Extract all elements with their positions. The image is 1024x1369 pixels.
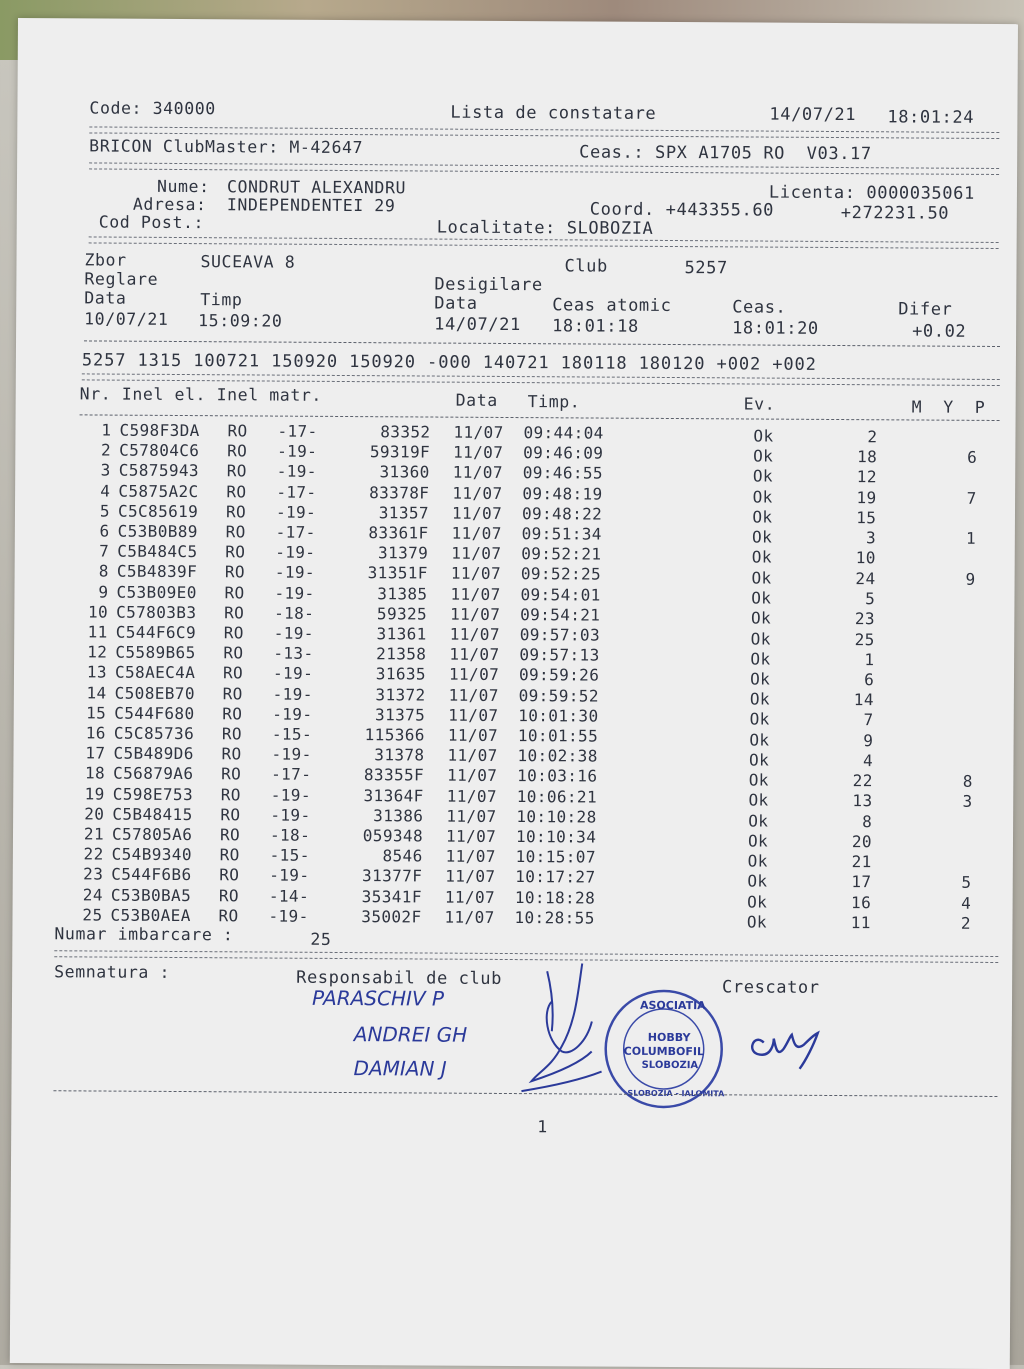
cell-data: 11/07	[445, 867, 496, 887]
cell-p: 6	[967, 448, 978, 468]
zbor-label: Zbor	[84, 250, 127, 270]
cell-yr: -18-	[274, 603, 315, 623]
cell-m: 25	[854, 629, 875, 649]
cell-nr: 16	[85, 723, 106, 743]
club-value: 5257	[684, 258, 728, 279]
signer-1: PARASCHIV P	[311, 985, 445, 1011]
cell-data: 11/07	[444, 887, 496, 907]
cell-data: 11/07	[447, 725, 499, 745]
cell-ev: Ok	[746, 912, 768, 932]
cell-ev: Ok	[747, 892, 768, 912]
cell-matr: 31386	[373, 805, 424, 826]
cell-matr: 21358	[376, 644, 427, 664]
signer-3: DAMIAN J	[353, 1056, 447, 1081]
cell-p: 4	[961, 893, 972, 913]
cell-ro: RO	[218, 906, 239, 926]
desig-data: 14/07/21	[434, 314, 521, 336]
cell-timp: 09:44:04	[523, 423, 604, 443]
signer-2: ANDREI GH	[353, 1022, 468, 1047]
cell-ro: RO	[227, 421, 248, 441]
cell-yr: -17-	[277, 421, 318, 441]
coord: Coord. +443355.60	[589, 199, 775, 221]
cell-m: 24	[855, 568, 876, 588]
localitate: Localitate: SLOBOZIA	[436, 217, 654, 239]
club-label: Club	[564, 256, 608, 277]
cell-yr: -17-	[271, 764, 312, 785]
cell-timp: 10:18:28	[514, 887, 596, 908]
cell-timp: 10:28:55	[514, 907, 595, 928]
separator	[84, 340, 1000, 347]
cell-matr: 31375	[375, 704, 426, 725]
cell-ev: Ok	[750, 649, 771, 669]
responsabil-label: Responsabil de club	[296, 967, 503, 989]
cell-nr: 15	[86, 703, 107, 723]
cell-ro: RO	[221, 744, 242, 764]
numar-value: 25	[310, 929, 332, 949]
cell-data: 11/07	[451, 543, 502, 564]
cell-ev: Ok	[749, 730, 770, 750]
cell-timp: 09:59:52	[518, 685, 599, 706]
cell-yr: -17-	[275, 522, 316, 542]
cell-timp: 09:46:09	[523, 443, 604, 463]
cell-ev: Ok	[749, 709, 770, 730]
cell-yr: -17-	[276, 482, 317, 502]
cell-m: 1	[864, 649, 875, 669]
ceas-atomic-label: Ceas atomic	[552, 295, 672, 316]
cell-ev: Ok	[752, 527, 773, 547]
cell-nr: 24	[82, 885, 103, 905]
cell-ev: Ok	[751, 568, 772, 588]
cell-m: 17	[851, 872, 872, 892]
cell-p: 3	[962, 792, 973, 812]
cell-nr: 12	[87, 642, 108, 662]
ceas-col-label: Ceas.	[732, 297, 787, 318]
cell-ro: RO	[222, 663, 244, 683]
cell-ev: Ok	[752, 487, 773, 507]
cell-data: 11/07	[447, 745, 498, 766]
cell-yr: -18-	[269, 825, 311, 845]
cell-m: 22	[852, 771, 873, 791]
cell-nr: 1	[101, 420, 112, 440]
cell-el: C544F680	[114, 703, 195, 723]
cell-ev: Ok	[753, 446, 774, 466]
cell-data: 11/07	[444, 907, 495, 927]
cell-ro: RO	[224, 582, 245, 602]
cell-m: 5	[865, 589, 876, 609]
col-myp: M Y P	[911, 397, 986, 417]
stamp-line1: HOBBY	[647, 1030, 691, 1045]
difer-value: +0.02	[912, 321, 967, 342]
cell-data: 11/07	[450, 564, 502, 584]
cell-p: 2	[960, 913, 971, 933]
cell-el: C5589B65	[115, 642, 196, 663]
cell-el: C54B9340	[111, 844, 192, 865]
cell-el: C57803B3	[116, 602, 197, 622]
cell-matr: 59325	[376, 604, 428, 624]
cell-el: C544F6C9	[115, 622, 197, 643]
cell-m: 6	[864, 670, 875, 690]
cell-data: 11/07	[449, 644, 500, 665]
cell-timp: 10:17:27	[515, 867, 596, 887]
zbor-value: SUCEAVA 8	[200, 252, 296, 272]
cell-data: 11/07	[448, 705, 499, 725]
reglare-data-label: Data	[84, 288, 127, 308]
cell-m: 19	[856, 487, 877, 507]
cell-nr: 10	[87, 602, 109, 622]
cell-matr: 83378F	[369, 482, 430, 503]
separator	[82, 373, 1000, 386]
cell-el: C5C85619	[117, 501, 199, 521]
difer-label: Difer	[898, 299, 953, 320]
cell-yr: -19-	[274, 562, 316, 583]
semnatura-label: Semnatura :	[54, 962, 171, 982]
cell-nr: 5	[99, 501, 111, 521]
header-date: 14/07/21	[769, 104, 857, 126]
cell-timp: 10:01:55	[517, 726, 599, 746]
cell-nr: 18	[85, 763, 106, 783]
cell-el: C53B0BA5	[110, 885, 192, 905]
separator	[89, 162, 999, 175]
cod-post-label: Cod Post.:	[98, 212, 205, 233]
cell-nr: 14	[86, 683, 107, 703]
cell-matr: 115366	[364, 725, 425, 745]
cell-ev: Ok	[748, 770, 769, 790]
stamp-line3: SLOBOZIA	[641, 1059, 699, 1072]
cell-m: 4	[862, 751, 874, 771]
cell-yr: -14-	[268, 886, 310, 906]
cell-el: C5C85736	[113, 723, 195, 744]
cell-ro: RO	[226, 481, 247, 501]
cell-timp: 10:10:34	[515, 827, 597, 847]
page-number: 1	[537, 1117, 548, 1137]
cell-data: 11/07	[447, 766, 498, 786]
cell-timp: 09:46:55	[522, 463, 604, 483]
cell-yr: -19-	[277, 441, 318, 462]
cell-yr: -15-	[271, 724, 313, 744]
cell-yr: -19-	[268, 906, 309, 926]
cell-matr: 31372	[375, 684, 426, 705]
desig-ceas: 18:01:20	[732, 318, 819, 339]
cell-m: 16	[851, 892, 872, 912]
cell-ro: RO	[219, 845, 240, 865]
cell-m: 23	[854, 609, 876, 629]
cell-data: 11/07	[452, 483, 503, 503]
code-label: Code: 340000	[89, 98, 216, 119]
cell-m: 12	[856, 467, 877, 487]
coord2: +272231.50	[840, 203, 950, 224]
cell-m: 7	[863, 710, 874, 730]
nume-label: Nume:	[156, 176, 210, 197]
cell-nr: 22	[83, 844, 104, 864]
cell-el: C508EB70	[114, 683, 195, 703]
cell-ev: Ok	[748, 790, 769, 811]
cell-yr: -19-	[270, 785, 311, 805]
cell-el: C5B484C5	[117, 541, 198, 562]
cell-matr: 31378	[374, 745, 425, 765]
col-nr-inel: Nr. Inel el. Inel matr.	[79, 384, 323, 405]
cell-m: 14	[853, 690, 874, 710]
cell-ev: Ok	[751, 588, 772, 608]
cell-yr: -19-	[276, 461, 317, 482]
licenta: Licenta: 0000035061	[768, 182, 975, 204]
cell-timp: 09:51:34	[521, 524, 602, 544]
cell-data: 11/07	[452, 463, 503, 483]
cell-ro: RO	[223, 623, 244, 643]
cell-p: 1	[966, 529, 977, 549]
cell-yr: -19-	[272, 663, 314, 684]
desig-atomic: 18:01:18	[552, 316, 639, 337]
cell-data: 11/07	[445, 846, 496, 867]
cell-ev: Ok	[749, 750, 770, 770]
cell-matr: 83352	[380, 422, 431, 442]
cell-data: 11/07	[446, 806, 497, 826]
cell-m: 11	[850, 913, 871, 933]
cell-timp: 09:52:25	[520, 564, 602, 584]
cell-data: 11/07	[451, 523, 502, 543]
cell-ro: RO	[222, 704, 243, 724]
cell-ro: RO	[224, 603, 245, 623]
cell-yr: -19-	[270, 805, 311, 825]
cell-ro: RO	[225, 542, 246, 562]
cell-ro: RO	[224, 562, 246, 582]
separator	[80, 414, 1000, 421]
cell-ev: Ok	[749, 689, 771, 709]
cell-nr: 2	[101, 440, 112, 460]
cell-matr: 059348	[362, 826, 424, 846]
cell-matr: 35341F	[361, 886, 422, 907]
cell-matr: 35002F	[361, 906, 422, 927]
col-ev: Ev.	[743, 394, 776, 414]
cell-data: 11/07	[445, 826, 497, 846]
cell-el: C5875943	[118, 461, 200, 481]
cell-el: C53B09E0	[116, 582, 197, 602]
crescator-signature	[744, 1012, 834, 1073]
cell-el: C598F3DA	[119, 420, 200, 441]
cell-m: 2	[867, 427, 878, 447]
cell-m: 20	[851, 832, 873, 852]
cell-yr: -19-	[273, 623, 314, 643]
cell-el: C5B489D6	[113, 743, 194, 764]
cell-ro: RO	[225, 522, 246, 542]
cell-data: 11/07	[451, 503, 503, 523]
cell-nr: 3	[100, 460, 111, 480]
nume-value: CONDRUT ALEXANDRU	[226, 177, 407, 198]
cell-nr: 6	[99, 521, 110, 541]
cell-data: 11/07	[450, 584, 501, 604]
cell-nr: 20	[84, 804, 105, 824]
cell-timp: 10:10:28	[516, 806, 597, 827]
reglare-timp: 15:09:20	[198, 311, 283, 331]
cell-timp: 10:03:16	[517, 766, 598, 786]
cell-timp: 10:15:07	[515, 847, 596, 867]
cell-p: 9	[965, 569, 976, 589]
cell-timp: 09:48:19	[522, 483, 603, 504]
separator	[89, 236, 999, 249]
cell-nr: 7	[99, 541, 110, 561]
cell-ev: Ok	[750, 608, 772, 628]
cell-yr: -15-	[269, 845, 310, 865]
cell-matr: 83361F	[368, 523, 429, 543]
cell-p: 7	[966, 488, 977, 508]
crescator-label: Crescator	[722, 977, 820, 998]
cell-matr: 31351F	[367, 563, 428, 583]
cell-el: C5B48415	[112, 804, 193, 824]
cell-el: C53B0AEA	[110, 905, 191, 925]
stamp-top: ASOCIATIA	[639, 998, 706, 1013]
cell-yr: -19-	[272, 684, 313, 704]
cell-ev: Ok	[752, 466, 774, 487]
cell-ro: RO	[223, 643, 244, 663]
cell-ev: Ok	[750, 628, 771, 649]
cell-ev: Ok	[750, 669, 771, 689]
cell-matr: 59319F	[369, 442, 431, 462]
cell-timp: 10:06:21	[516, 786, 598, 807]
cell-timp: 09:57:03	[519, 625, 601, 645]
cell-el: C5875A2C	[118, 481, 199, 501]
cell-timp: 10:01:30	[518, 705, 599, 726]
cell-m: 8	[862, 811, 873, 831]
cell-yr: -19-	[272, 704, 313, 724]
cell-timp: 09:54:01	[520, 584, 601, 605]
cell-m: 3	[865, 528, 877, 548]
stamp-bottom: SLOBOZIA - IALOMITA	[627, 1088, 725, 1099]
cell-el: C58AEC4A	[114, 662, 196, 683]
cell-data: 11/07	[446, 786, 497, 806]
cell-m: 18	[857, 447, 878, 467]
cell-ro: RO	[220, 784, 241, 804]
reglare-timp-label: Timp	[200, 290, 243, 310]
cell-ro: RO	[221, 724, 243, 744]
cell-ro: RO	[218, 885, 240, 905]
reglare-data: 10/07/21	[84, 309, 169, 329]
cell-ro: RO	[219, 825, 241, 845]
cell-el: C544F6B6	[111, 864, 192, 885]
clubmaster-label: BRICON ClubMaster: M-42647	[89, 136, 364, 158]
cell-ro: RO	[227, 441, 248, 461]
col-timp: Timp.	[527, 392, 581, 412]
adresa-value: INDEPENDENTEI 29	[226, 195, 396, 216]
cell-nr: 13	[86, 662, 108, 682]
cell-matr: 8546	[382, 846, 423, 866]
cell-m: 15	[856, 508, 877, 528]
desig-data-label: Data	[434, 293, 478, 314]
cell-ev: Ok	[747, 871, 768, 892]
col-data: Data	[455, 390, 498, 410]
cell-ro: RO	[226, 461, 247, 481]
cell-ev: Ok	[747, 851, 768, 871]
cell-timp: 09:59:26	[518, 665, 600, 685]
cell-data: 11/07	[448, 685, 499, 705]
document-page	[10, 18, 1018, 1369]
cell-matr: 31357	[378, 503, 430, 523]
cell-nr: 25	[82, 905, 103, 925]
cell-nr: 9	[98, 582, 109, 602]
cell-data: 11/07	[448, 665, 500, 685]
cell-timp: 10:02:38	[517, 746, 598, 766]
reglare-label: Reglare	[84, 269, 159, 289]
cell-el: C5B4839F	[116, 562, 198, 582]
cell-yr: -19-	[275, 502, 317, 522]
cell-timp: 09:48:22	[521, 503, 603, 524]
cell-yr: -19-	[275, 542, 316, 563]
cell-nr: 19	[84, 784, 105, 804]
cell-m: 13	[852, 791, 873, 811]
stamp-line2: COLUMBOFIL	[623, 1044, 705, 1059]
cell-ev: Ok	[753, 426, 774, 446]
cell-matr: 31379	[378, 543, 429, 563]
cell-data: 11/07	[449, 624, 500, 644]
cell-el: C56879A6	[113, 763, 194, 784]
cell-el: C598E753	[112, 784, 194, 804]
cell-ev: Ok	[752, 507, 773, 527]
cell-el: C53B0B89	[117, 521, 198, 542]
cell-matr: 31635	[375, 664, 427, 684]
cell-yr: -19-	[274, 583, 315, 603]
cell-yr: -19-	[271, 744, 312, 764]
cell-timp: 09:54:21	[520, 604, 601, 625]
cell-nr: 21	[83, 824, 105, 844]
cell-yr: -19-	[269, 865, 310, 886]
numar-label: Numar imbarcare :	[54, 924, 234, 945]
cell-matr: 31361	[376, 624, 427, 644]
cell-matr: 31377F	[362, 866, 423, 886]
cell-nr: 8	[98, 561, 109, 581]
cell-matr: 83355F	[363, 765, 425, 785]
cell-data: 11/07	[450, 604, 501, 624]
cell-nr: 4	[100, 481, 111, 501]
cell-p: 5	[961, 873, 972, 893]
document-title: Lista de constatare	[450, 102, 657, 124]
header-time: 18:01:24	[887, 107, 975, 128]
cell-ro: RO	[225, 502, 247, 522]
cell-data: 11/07	[453, 422, 504, 442]
cell-ev: Ok	[751, 547, 772, 568]
cell-timp: 09:57:13	[519, 645, 600, 665]
cell-el: C57804C6	[119, 440, 200, 461]
cell-ro: RO	[220, 805, 241, 825]
cell-matr: 31385	[377, 583, 428, 604]
cell-matr: 31360	[379, 462, 430, 482]
cell-ro: RO	[219, 865, 240, 885]
cell-nr: 11	[87, 622, 108, 642]
cell-ro: RO	[222, 683, 243, 703]
cell-ro: RO	[221, 764, 242, 784]
cell-data: 11/07	[453, 442, 504, 463]
adresa-label: Adresa:	[132, 194, 207, 215]
cell-nr: 23	[83, 864, 104, 884]
code-line: 5257 1315 100721 150920 150920 -000 140721 180118 180120 +002 +002	[81, 350, 817, 375]
cell-m: 10	[855, 548, 876, 568]
cell-timp: 09:52:21	[521, 544, 602, 564]
ceas-label: Ceas.: SPX A1705 RO V03.17	[579, 142, 872, 165]
desigilare-label: Desigilare	[434, 274, 543, 296]
cell-nr: 17	[85, 743, 106, 763]
cell-m: 9	[863, 730, 874, 750]
cell-yr: -13-	[273, 643, 314, 664]
cell-ev: Ok	[748, 811, 769, 831]
cell-matr: 31364F	[363, 785, 424, 806]
cell-p: 8	[962, 772, 973, 792]
cell-m: 21	[851, 852, 872, 872]
cell-el: C57805A6	[111, 824, 193, 845]
cell-ev: Ok	[747, 831, 769, 851]
